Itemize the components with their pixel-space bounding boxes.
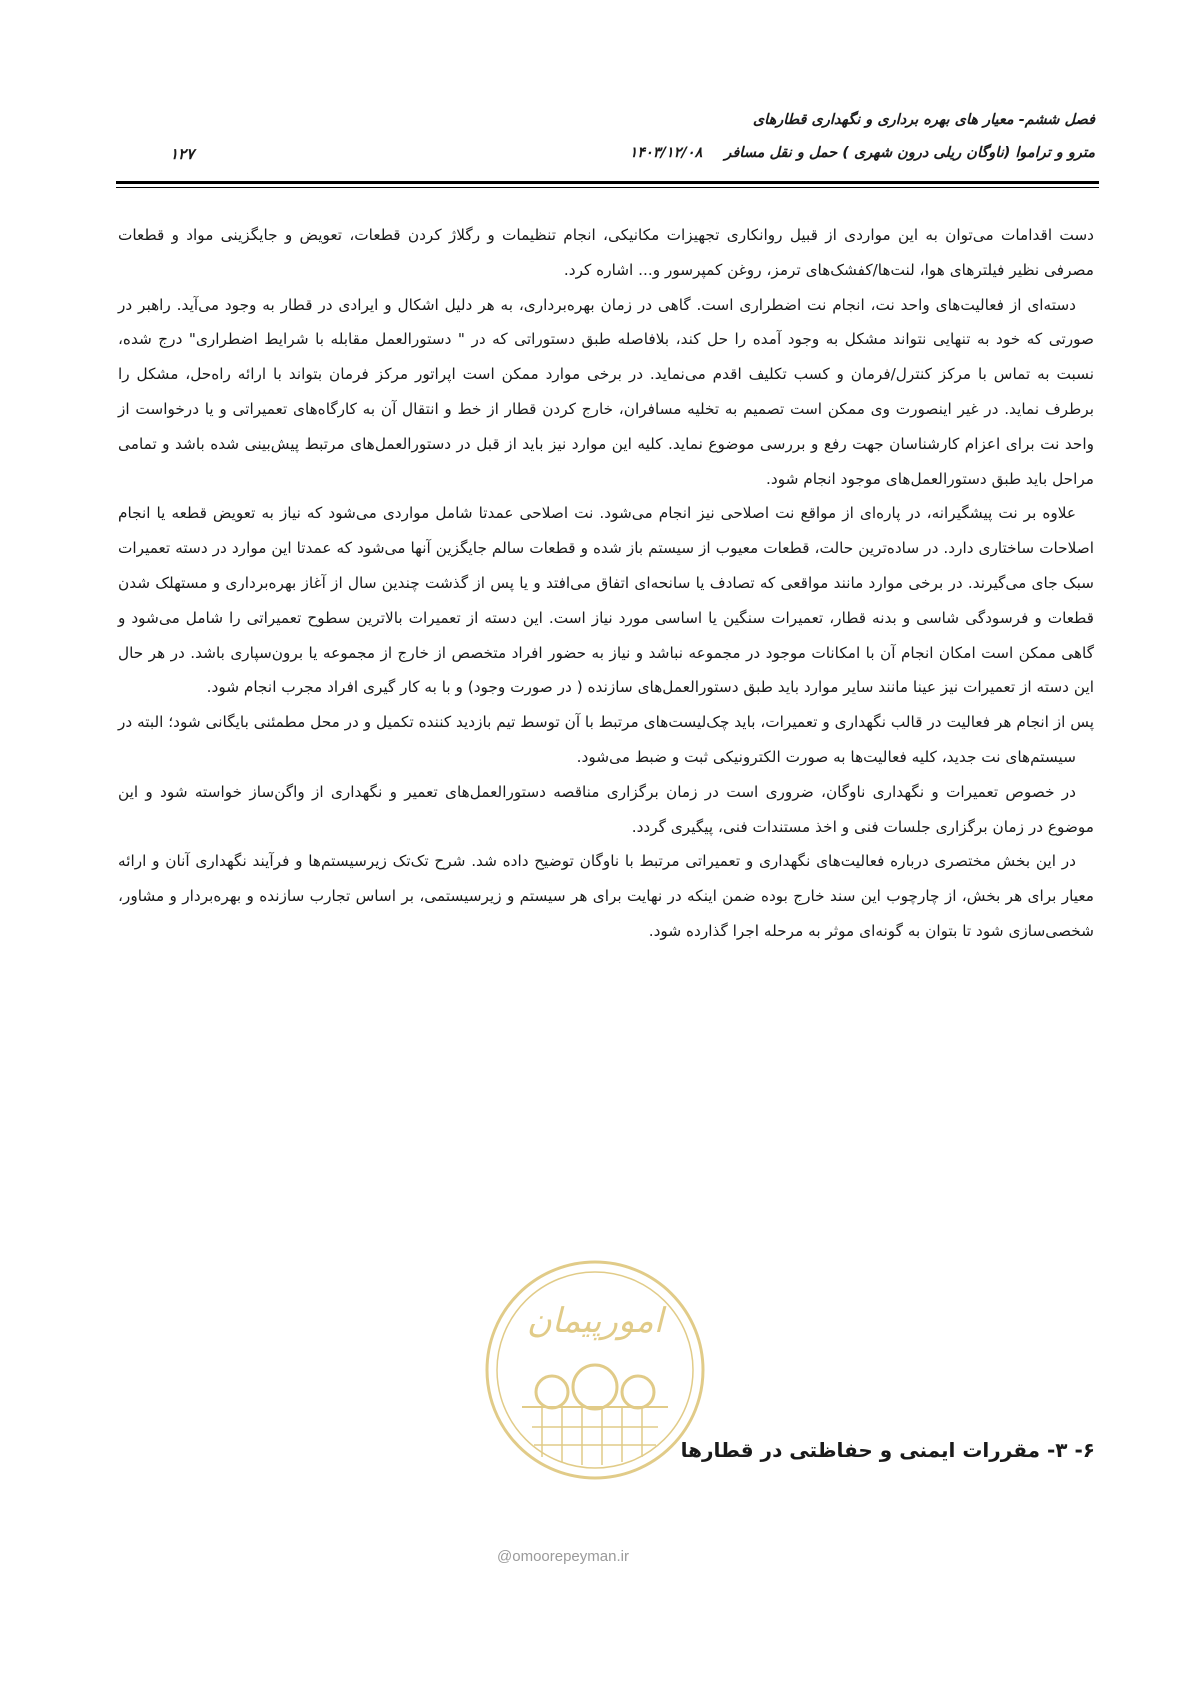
- chapter-title: فصل ششم- معیار های بهره برداری و نگهداری قطارهای: [752, 112, 1095, 128]
- paragraph: در این بخش مختصری درباره فعالیت‌های نگهداری و تعمیراتی مرتبط با ناوگان توضیح داده شد. شرح تک‌تک زیرسیستم‌ها و فرآیند نگهداری آنان و ارائه معیار برای هر بخش، از چارچوب این سند خارج بوده ضمن اینکه در نهایت برای هر سیستم و زیرسیستمی، بر اساس تجارب سازنده و بهره‌بردار و مشاور، شخصی‌سازی شود تا بتوان به گونه‌ای موثر به مرحله اجرا گذارده شود.: [118, 852, 1094, 940]
- paragraph: پس از انجام هر فعالیت در قالب نگهداری و تعمیرات، باید چک‌لیست‌های مرتبط با آن توسط تیم بازدید کننده تکمیل و در محل مطمئنی بایگانی شود؛ البته در سیستم‌های نت جدید، کلیه فعالیت‌ها به صورت الکترونیکی ثبت و ضبط می‌شود.: [118, 713, 1094, 766]
- paragraph: علاوه بر نت پیشگیرانه، در پاره‌ای از مواقع نت اصلاحی نیز انجام می‌شود. نت اصلاحی عمدتا شامل مواردی می‌شود که نیاز به تعویض قطعه یا انجام اصلاحات ساختاری دارد. در ساده‌ترین حالت، قطعات معیوب از سیستم باز شده و قطعات سالم جایگزین آنها می‌شود که عمدتا این موارد در دسته تعمیرات سبک جای می‌گیرند. در برخی موارد مانند مواقعی که تصادف یا سانحه‌ای اتفاق می‌افتد و یا پس از گذشت چندین سال از آغاز بهره‌برداری و مستهلک شدن قطعات و فرسودگی شاسی و بدنه قطار، تعمیرات سنگین یا اساسی مورد نیاز است. این دسته از تعمیرات بالاترین سطوح تعمیراتی را شامل می‌شود و گاهی ممکن است امکان انجام آن با امکانات موجود در مجموعه نباشد و نیاز به حضور افراد متخصص از خارج از مجموعه یا برون‌سپاری باشد. در هر حال این دسته از تعمیرات نیز عینا مانند سایر موارد باید طبق دستورالعمل‌های سازنده ( در صورت وجود) و با به کار گیری افراد مجرب انجام شود.: [118, 504, 1094, 697]
- chapter-subtitle-text: مترو و تراموا (ناوگان ریلی درون شهری ) حمل و نقل مسافر: [724, 145, 1095, 161]
- watermark-logo-text: امورپیمان: [526, 1301, 664, 1341]
- header-divider-thick: [116, 181, 1099, 184]
- chapter-subtitle: [629, 145, 1095, 161]
- paragraph: در خصوص تعمیرات و نگهداری ناوگان، ضروری است در زمان برگزاری مناقصه دستورالعمل‌های تعمیر و نگهداری از واگن‌ساز خواسته شود و این موضوع در زمان برگزاری جلسات فنی و اخذ مستندات فنی، پیگیری گردد.: [118, 782, 1094, 836]
- body-text: [118, 218, 1094, 949]
- page-number: ۱۲۷: [170, 145, 195, 163]
- watermark-url: @omoorepeyman.ir: [497, 1548, 629, 1565]
- section-heading: ۶- ۳- مقررات ایمنی و حفاظتی در قطارها: [680, 1438, 1095, 1462]
- document-date: ۱۴۰۳/۱۲/۰۸: [629, 145, 703, 161]
- paragraph: دست اقدامات می‌توان به این مواردی از قبیل روانکاری تجهیزات مکانیکی، انجام تنظیمات و رگلاژ کردن قطعات، تعویض و جایگزینی مواد و قطعات مصرفی نظیر فیلترهای هوا، لنت‌ها/کفشک‌های ترمز، روغن کمپرسور و... اشاره کرد.: [118, 226, 1094, 279]
- header-divider-thin: [116, 187, 1099, 188]
- watermark-logo: [482, 1257, 708, 1483]
- paragraph: دسته‌ای از فعالیت‌های واحد نت، انجام نت اضطراری است. گاهی در زمان بهره‌برداری، به هر دلیل اشکال و ایرادی در قطار به وجود می‌آید. راهبر در صورتی که خود به تنهایی نتواند مشکل به وجود آمده را حل کند، بلافاصله طبق دستوراتی که در " دستورالعمل مقابله با شرایط اضطراری" درج شده، نسبت به تماس با مرکز کنترل/فرمان و کسب تکلیف اقدم می‌نماید. در برخی موارد ممکن است اپراتور مرکز فرمان بتواند با ارائه راه‌حل، مشکل را برطرف نماید. در غیر اینصورت وی ممکن است تصمیم به تخلیه مسافران، خارج کردن قطار از خط و انتقال آن به کارگاه‌های تعمیراتی و یا درخواست از واحد نت برای اعزام کارشناسان جهت رفع و بررسی موضوع نماید. کلیه این موارد نیز باید از قبل در دستورالعمل‌های مرتبط پیش‌بینی شده باشد و تمامی مراحل باید طبق دستورالعمل‌های موجود انجام شود.: [118, 295, 1094, 488]
- page-header: [120, 112, 1095, 172]
